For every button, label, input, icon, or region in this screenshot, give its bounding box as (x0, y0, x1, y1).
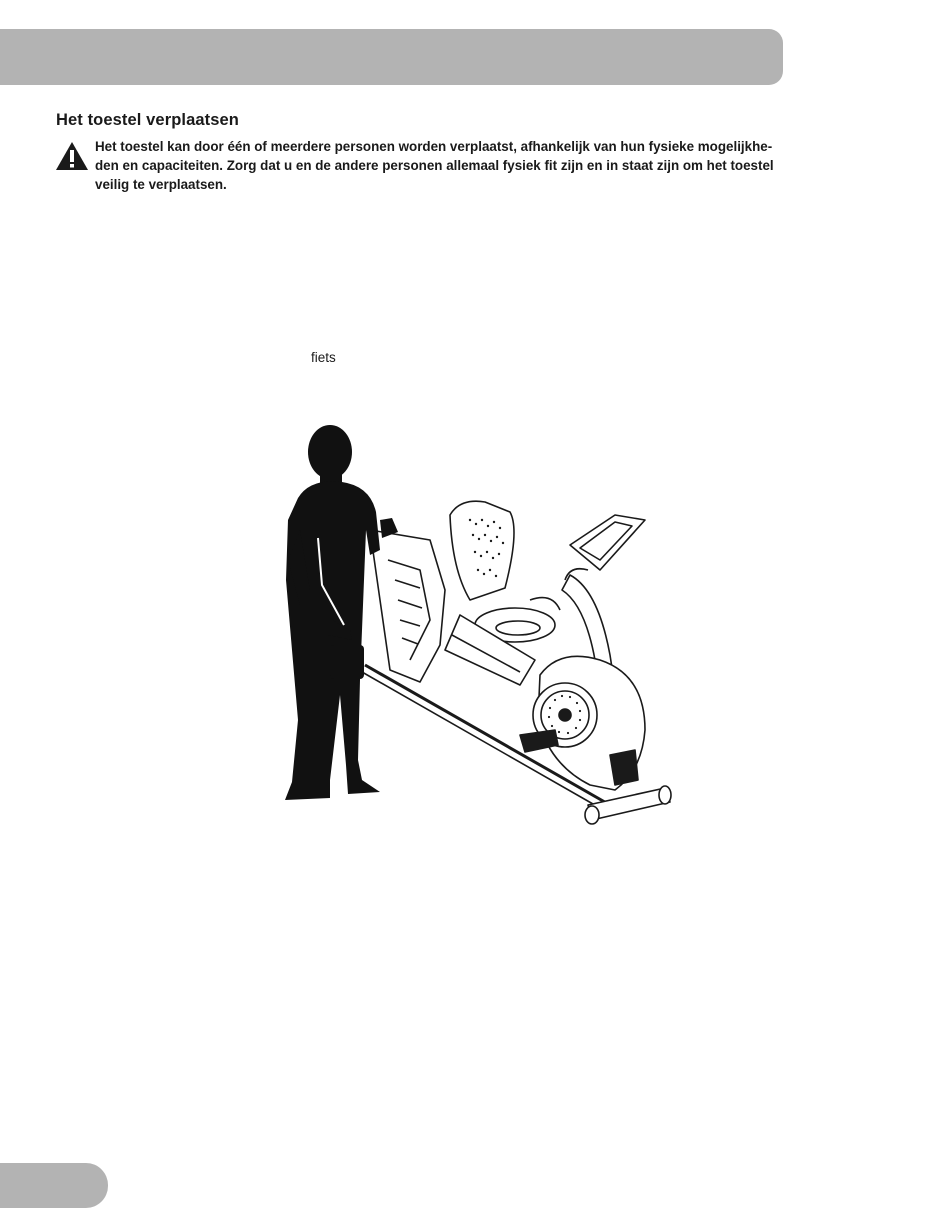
warning-triangle-icon (55, 141, 89, 171)
section-title: Het toestel verplaatsen (56, 111, 239, 129)
footer-page-tab (0, 1163, 108, 1208)
recumbent-bike (362, 501, 671, 824)
person-moving-bike-illustration (270, 420, 690, 840)
warning-text (95, 137, 895, 194)
warning-line-3: veilig te verplaatsen. (95, 177, 227, 192)
warning-line-1: Het toestel kan door één of meerdere personen worden verplaatst, afhankelijk van hun fysieke mogelijkhe- (95, 139, 773, 154)
warning-line-2: den en capaciteiten. Zorg dat u en de andere personen allemaal fysiek fit zijn en in staat zijn om het toestel (95, 158, 774, 173)
header-bar (0, 29, 783, 85)
figure-caption: fiets (311, 350, 336, 365)
